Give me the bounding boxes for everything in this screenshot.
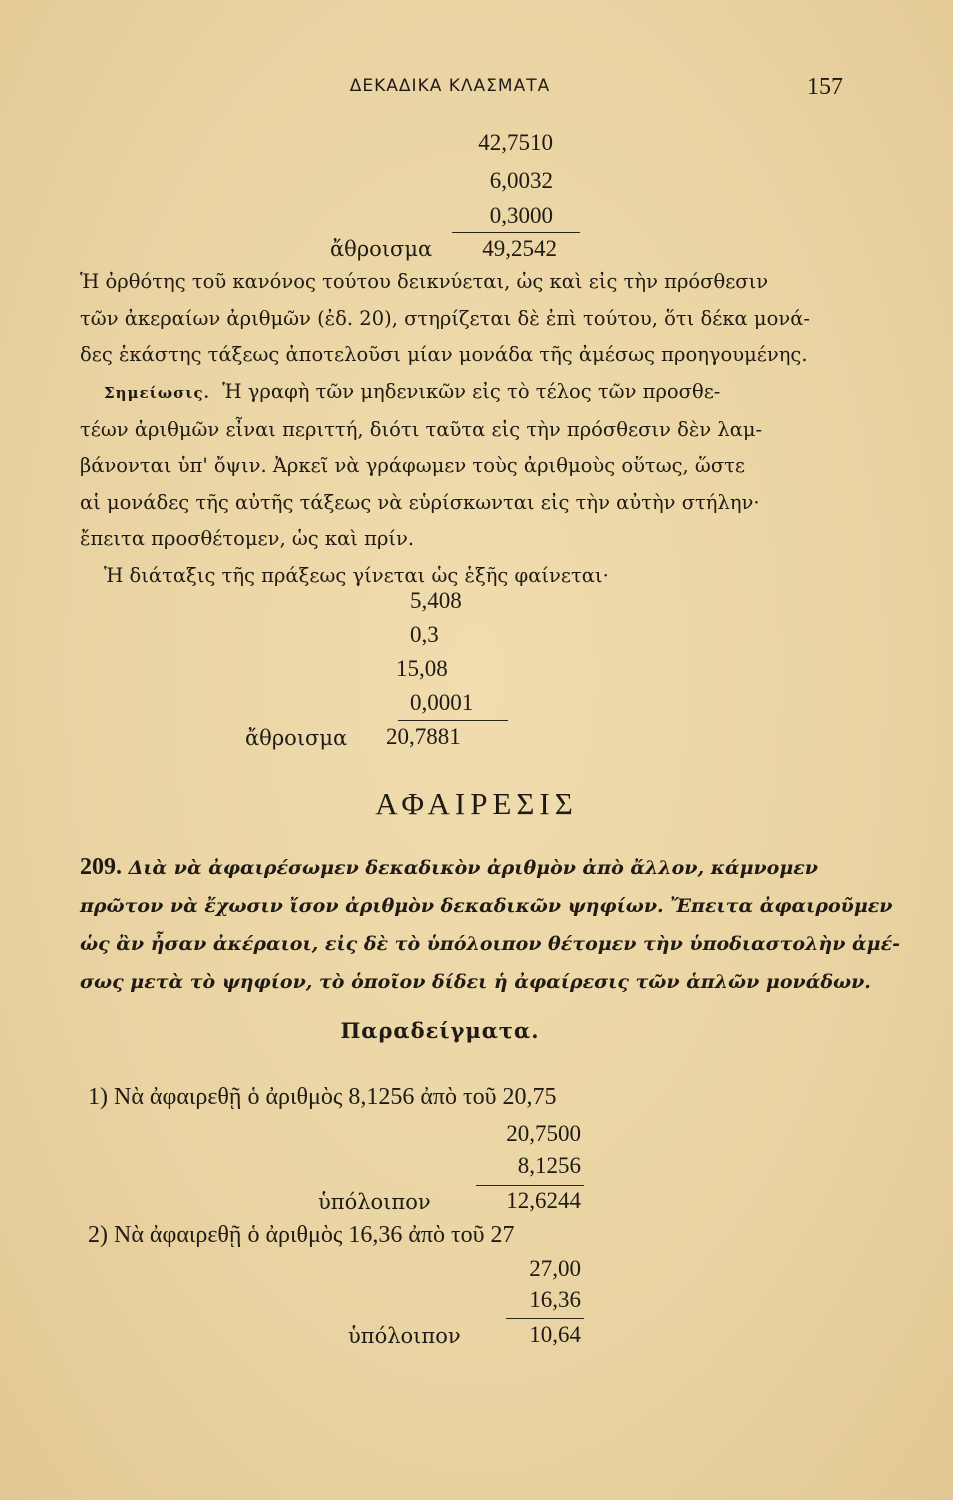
addend: 15,08	[396, 656, 448, 681]
subtrahend: 8,1256	[517, 1153, 581, 1178]
remainder-value: 10,64	[529, 1322, 581, 1347]
text-line: Ἡ ὀρθότης τοῦ κανόνος τούτου δεικνύεται, ὡς καὶ εἰς τὴν πρόσθεσιν	[80, 270, 769, 293]
example-statement: 1) Νὰ ἀφαιρεθῇ ὁ ἀριθμὸς 8,1256 ἀπὸ τοῦ 20,75	[88, 1084, 557, 1110]
text-line: τῶν ἀκεραίων ἀριθμῶν (ἐδ. 20), στηρίζεται δὲ ἐπὶ τούτου, ὅτι δέκα μονά-	[80, 306, 810, 330]
addend: 5,408	[410, 588, 462, 613]
rule-paragraph	[80, 848, 901, 1001]
text-line: σως μετὰ τὸ ψηφίον, τὸ ὁποῖον δίδει ἡ ἀφαίρεσις τῶν ἁπλῶν μονάδων.	[80, 971, 871, 993]
text-line	[80, 374, 860, 412]
note-paragraph	[80, 374, 860, 594]
text-line: τέων ἀριθμῶν εἶναι περιττή, διότι ταῦτα εἰς τὴν πρόσθεσιν δὲν λαμ-	[80, 417, 763, 441]
text-line: ὡς ἂν ἦσαν ἀκέραιοι, εἰς δὲ τὸ ὑπόλοιπον θέτομεν τὴν ὑποδιαστολὴν ἀμέ-	[80, 933, 901, 955]
text-line: δες ἑκάστης τάξεως ἀποτελοῦσι μίαν μονάδα τῆς ἀμέσως προηγουμένης.	[80, 343, 808, 366]
note-label: Σημείωσις.	[104, 384, 210, 402]
addend: 0,3000	[489, 203, 553, 228]
text-line: Ἡ διάταξις τῆς πράξεως γίνεται ὡς ἑξῆς φαίνεται·	[104, 563, 609, 587]
text-line: αἱ μονάδες τῆς αὐτῆς τάξεως νὰ εὑρίσκωνται εἰς τὴν αὐτὴν στήλην·	[80, 490, 760, 514]
section-title: ΑΦΑΙΡΕΣΙΣ	[375, 786, 578, 821]
minuend: 20,7500	[506, 1121, 581, 1146]
sum-value: 49,2542	[482, 236, 557, 261]
sum-label: ἄθροισμα	[330, 237, 433, 261]
minuend: 27,00	[529, 1256, 581, 1281]
difference-rule	[506, 1318, 584, 1319]
text-line: βάνονται ὑπ' ὄψιν. Ἀρκεῖ νὰ γράφωμεν τοὺς ἀριθμοὺς οὕτως, ὥστε	[80, 454, 746, 477]
subtrahend: 16,36	[529, 1287, 581, 1312]
sum-label: ἄθροισμα	[245, 726, 348, 750]
addend: 0,3	[410, 622, 439, 647]
remainder-label: ὑπόλοιπον	[318, 1190, 431, 1214]
text-line: ἔπειτα προσθέτομεν, ὡς καὶ πρίν.	[80, 527, 415, 550]
page-number: 157	[807, 74, 843, 100]
note-text: Ἡ γραφὴ τῶν μηδενικῶν εἰς τὸ τέλος τῶν προσθε-	[222, 380, 721, 403]
addend: 6,0032	[489, 168, 553, 193]
running-header: ΔΕΚΑΔΙΚΑ ΚΛΑΣΜΑΤΑ	[349, 76, 551, 96]
sum-rule	[452, 232, 580, 233]
rule-number: 209.	[80, 854, 122, 880]
sum-rule	[398, 720, 508, 721]
paragraph-proof	[80, 264, 860, 374]
sum-value: 20,7881	[386, 724, 461, 749]
remainder-label: ὑπόλοιπον	[348, 1324, 461, 1348]
text-line: πρῶτον νὰ ἔχωσιν ἴσον ἀριθμὸν δεκαδικῶν ψηφίων. Ἔπειτα ἀφαιροῦμεν	[80, 895, 893, 917]
text-line	[80, 848, 860, 887]
example-statement: 2) Νὰ ἀφαιρεθῇ ὁ ἀριθμὸς 16,36 ἀπὸ τοῦ 27	[88, 1222, 515, 1248]
addend: 42,7510	[478, 130, 553, 155]
rule-text: Διὰ νὰ ἀφαιρέσωμεν δεκαδικὸν ἀριθμὸν ἀπὸ ἄλλον, κάμνομεν	[128, 857, 818, 879]
addend: 0,0001	[410, 690, 474, 715]
examples-title: Παραδείγματα.	[340, 1018, 540, 1043]
remainder-value: 12,6244	[506, 1188, 581, 1213]
difference-rule	[476, 1185, 584, 1186]
